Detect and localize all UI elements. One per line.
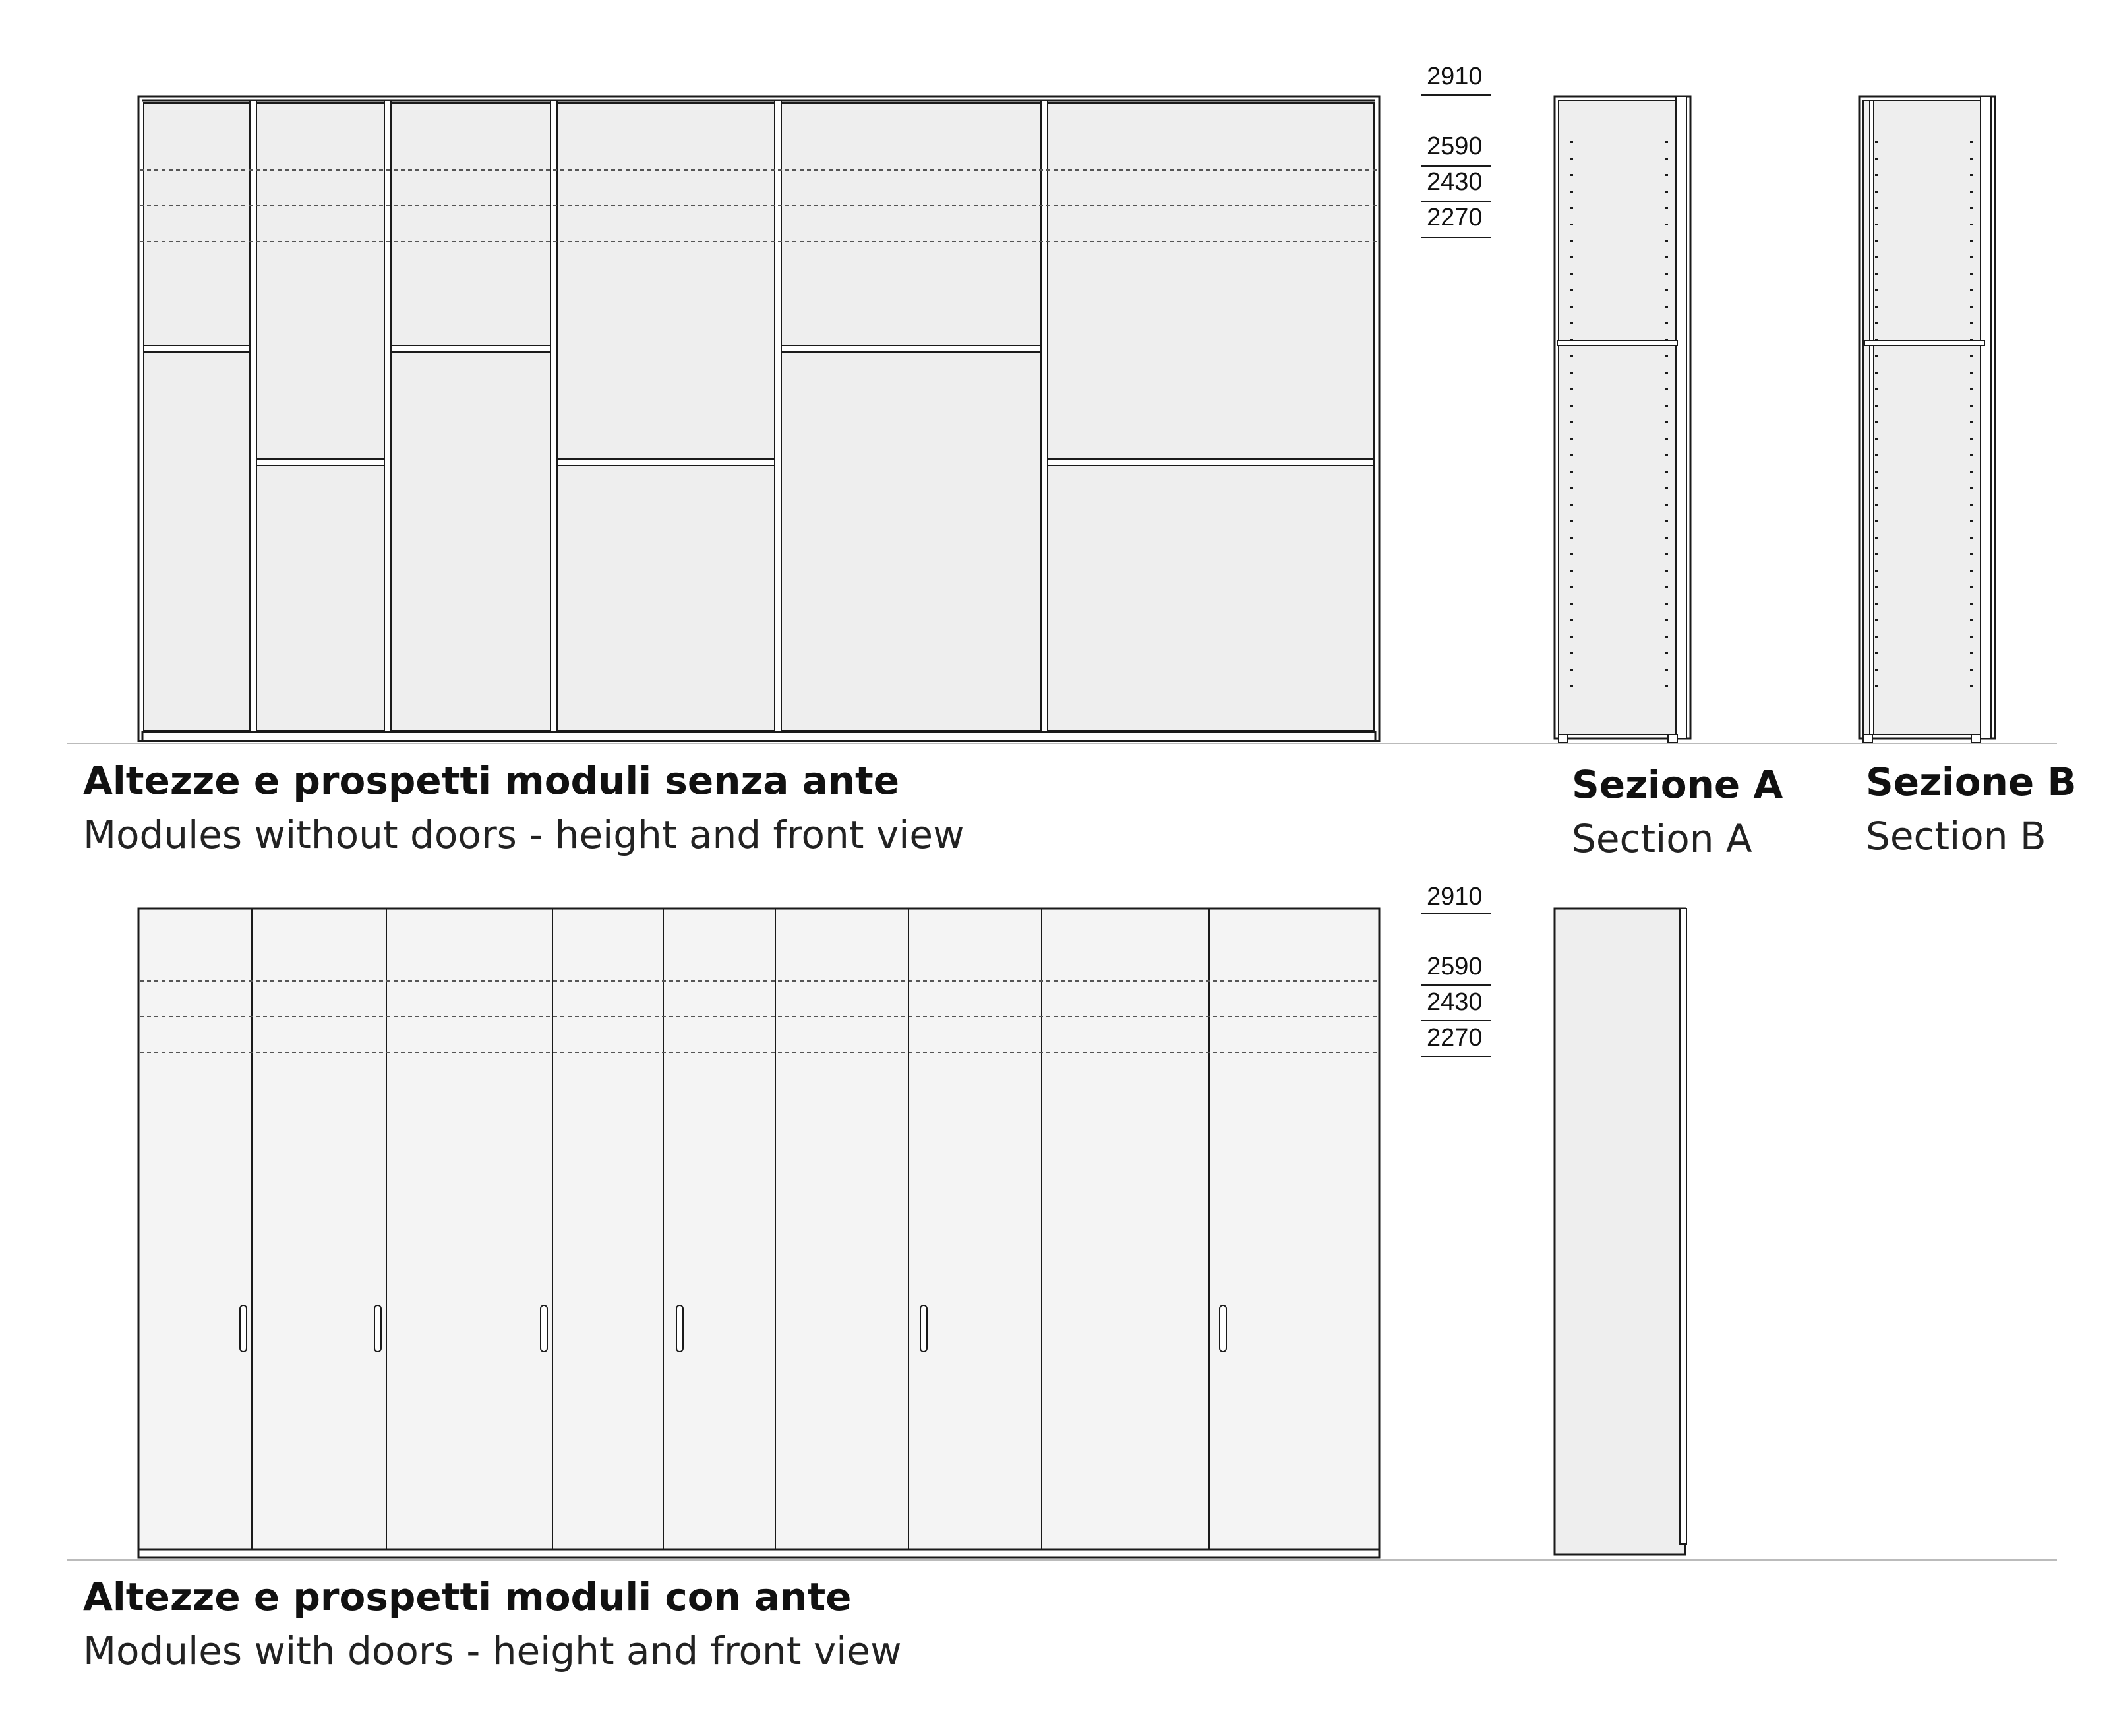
section-with-doors-drawing (1555, 909, 1686, 1555)
elevation-without-doors (138, 96, 1379, 741)
cabinet-plinth (142, 732, 1375, 741)
dimension-label-2590: 2590 (1427, 953, 1483, 980)
section-a-foot (1559, 734, 1568, 742)
caption-without-doors-it: Altezze e prospetti moduli senza ante (83, 758, 900, 803)
module-1-shelf (144, 345, 251, 352)
section-b-foot (1863, 734, 1872, 742)
door-handle (1220, 1305, 1226, 1352)
dimension-label-2910: 2910 (1427, 63, 1483, 90)
module-5-bay (781, 103, 1042, 731)
dimension-label-2910: 2910 (1427, 883, 1483, 911)
vertical-side-panel (250, 100, 256, 732)
module-4-shelf (556, 459, 775, 465)
height-dimensions-top (1427, 63, 1483, 231)
caption-with-doors-en: Modules with doors - height and front view (83, 1629, 902, 1673)
module-2-shelf (256, 459, 385, 465)
section-b-foot (1971, 734, 1981, 742)
elevation-with-doors (138, 909, 1379, 1557)
caption-section-b-en: Section B (1866, 814, 2046, 858)
module-3-bay (390, 103, 551, 731)
door-handle (920, 1305, 927, 1352)
dimension-label-2270: 2270 (1427, 1024, 1483, 1052)
dimension-label-2270: 2270 (1427, 204, 1483, 231)
caption-section-b-it: Sezione B (1866, 760, 2077, 804)
section-b-front-edge (1870, 100, 1874, 734)
height-dimensions-bottom (1427, 883, 1483, 1052)
doors-plinth (138, 1549, 1379, 1557)
section-b-shelf (1864, 340, 1984, 345)
door-handle (676, 1305, 683, 1352)
section-a-interior (1559, 100, 1686, 734)
caption-without-doors-en: Modules without doors - height and front view (83, 812, 965, 857)
dimension-underlines (1421, 95, 1491, 1056)
vertical-side-panel (384, 100, 391, 732)
caption-with-doors-it: Altezze e prospetti moduli con ante (83, 1574, 852, 1619)
module-4-bay (556, 103, 775, 731)
section-b-interior (1863, 100, 1991, 734)
module-1-bay (144, 103, 251, 731)
doors-outer-frame (138, 909, 1379, 1557)
section-a-drawing (1555, 96, 1690, 742)
section-a-back-panel (1676, 96, 1686, 738)
module-5-shelf (781, 345, 1042, 352)
section-with-doors-door-edge (1680, 909, 1686, 1544)
section-with-doors-body (1555, 909, 1685, 1555)
section-a-foot (1668, 734, 1677, 742)
module-6-bay (1047, 103, 1374, 731)
section-a-shelf (1557, 340, 1677, 345)
section-b-back-panel (1981, 96, 1991, 738)
door-handle (374, 1305, 381, 1352)
module-6-shelf (1047, 459, 1374, 465)
section-b-drawing (1859, 96, 1995, 742)
caption-section-a-it: Sezione A (1572, 762, 1783, 807)
dimension-label-2590: 2590 (1427, 133, 1483, 160)
vertical-side-panel (775, 100, 781, 732)
caption-section-a-en: Section A (1572, 816, 1752, 861)
dimension-label-2430: 2430 (1427, 988, 1483, 1016)
dimension-label-2430: 2430 (1427, 168, 1483, 196)
door-handle (240, 1305, 247, 1352)
vertical-side-panel (551, 100, 557, 732)
module-3-shelf (390, 345, 551, 352)
module-2-bay (256, 103, 385, 731)
door-handle (541, 1305, 547, 1352)
vertical-side-panel (1041, 100, 1048, 732)
